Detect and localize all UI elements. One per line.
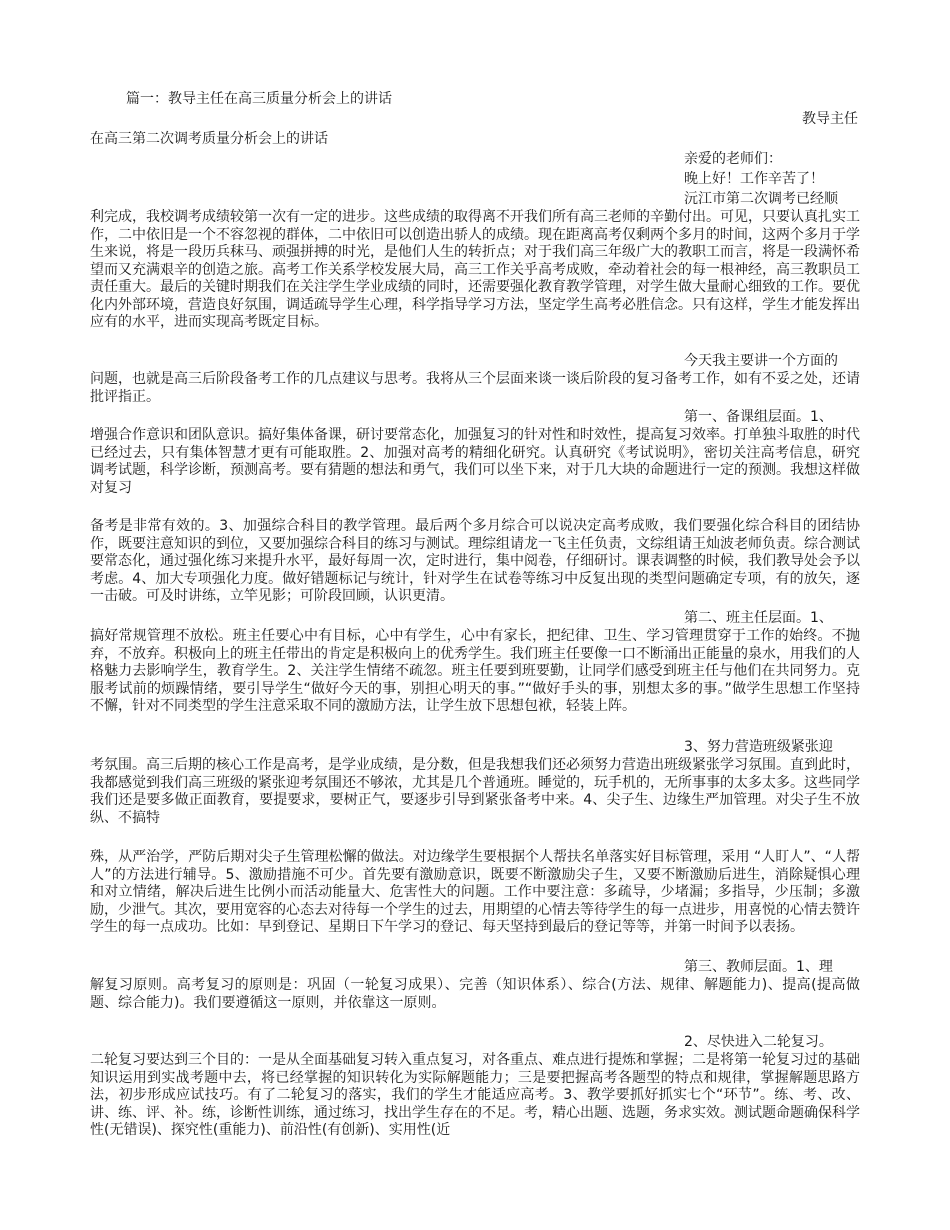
salutation: 亲爱的老师们： <box>684 151 782 167</box>
greeting: 晚上好！工作辛苦了！ <box>684 171 824 187</box>
paragraph: 解复习原则。高考复习的原则是：巩固（一轮复习成果）、完善（知识体系）、综合(方法、规律、解题能力)、提高(提高做题、综合能力)。我们要遵循这一原则，并依靠这一原则。 <box>90 977 860 1011</box>
paragraph: 搞好常规管理不放松。班主任要心中有目标，心中有学生，心中有家长，把纪律、卫生、学习管理贯穿于工作的始终。不抛弃，不放弃。积极向上的班主任带出的肯定是积极向上的优秀学生。我们班主任要像一口不断涌出正能量的泉水，用我们的人格魅力去影响学生，教育学生。2、关注学生情绪不疏忽。班主任要到班要勤，让同学们感受到班主任与他们在共同努力。克服考试前的烦躁情绪，要引导学生“做好今天的事，别担心明天的事。”“做好手头的事，别想太多的事。”做学生思想工作坚持不懈，针对不同类型的学生注意采取不同的激励方法，让学生放下思想包袱，轻装上阵。 <box>90 628 860 714</box>
paragraph: 考氛围。高三后期的核心工作是高考，是学业成绩，是分数，但是我想我们还必须努力营造出班级紧张学习氛围。直到此时，我都感觉到我们高三班级的紧张迎考氛围还不够浓，尤其是几个普通班。睡觉的，玩手机的，无所事事的太多太多。这些同学我们还是要多做正面教育，要提要求，要树正气，要逐步引导到紧张备考中来。4、尖子生、边缘生严加管理。对尖子生不放纵、不搞特 <box>90 757 860 826</box>
speech-subtitle: 在高三第二次调考质量分析会上的讲话 <box>90 131 328 147</box>
paragraph-lead: 3、努力营造班级紧张迎 <box>684 739 833 755</box>
paragraph-lead: 2、尽快进入二轮复习。 <box>684 1034 833 1050</box>
section-heading: 第一、备课组层面。1、 <box>684 409 833 425</box>
paragraph: 利完成，我校调考成绩较第一次有一定的进步。这些成绩的取得离不开我们所有高三老师的辛勤付出。可见，只要认真扎实工作，二中依旧是一个不容忽视的群体，二中依旧可以创造出骄人的成绩。现在距离高考仅剩两个多月的时间，这两个多月于学生来说，将是一段历兵秣马、顽强拼搏的时光，是他们人生的转折点；对于我们高三年级广大的教职工而言，将是一段满怀希望而又充满艰辛的创造之旅。高考工作关系学校发展大局，高三工作关乎高考成败，牵动着社会的每一根神经，高三教职员工责任重大。最后的关键时期我们在关注学生学业成绩的同时，还需要强化教育教学管理，对学生做大量耐心细致的工作。要优化内外部环境，营造良好氛围，调适疏导学生心理，科学指导学习方法，坚定学生高考必胜信念。只有这样，学生才能发挥出应有的水平，进而实现高考既定目标。 <box>90 209 860 330</box>
paragraph: 殊，从严治学，严防后期对尖子生管理松懈的做法。对边缘学生要根据个人帮扶名单落实好目标管理，采用 “人盯人”、“人帮人”的方法进行辅导。5、激励措施不可少。首先要有激励意识，既要不断激励尖子生，又要不断激励后进生，消除疑惧心理和对立情绪，解决后进生比例小而活动能量大、危害性大的问题。工作中要注意：多疏导，少堵漏；多指导，少压制；多激励，少泄气。其次，要用宽容的心态去对待每一个学生的过去，用期望的心情去等待学生的每一点进步，用喜悦的心情去赞许学生的每一点成功。比如：早到登记、星期日下午学习的登记、每天坚持到最后的登记等等，并第一时间予以表扬。 <box>90 849 860 935</box>
paragraph-lead: 今天我主要讲一个方面的 <box>684 353 838 369</box>
section-heading: 第三、教师层面。1、理 <box>684 959 833 975</box>
paragraph: 问题，也就是高三后阶段备考工作的几点建议与思考。我将从三个层面来谈一谈后阶段的复习备考工作，如有不妥之处，还请批评指正。 <box>90 371 860 405</box>
paragraph: 二轮复习要达到三个目的：一是从全面基础复习转入重点复习，对各重点、难点进行提炼和掌握；二是将第一轮复习过的基础知识运用到实战考题中去，将已经掌握的知识转化为实际解题能力；三是要把握高考各题型的特点和规律，掌握解题思路方法，初步形成应试技巧。有了二轮复习的落实，我们的学生才能适应高考。3、教学要抓好抓实七个“环节”。练、考、改、讲、练、评、补。练，诊断性训练，通过练习，找出学生存在的不足。考，精心出题、选题，务求实效。测试题命题确保科学性(无错误)、探究性(重能力)、前沿性(有创新)、实用性(近 <box>90 1052 860 1138</box>
paragraph-lead: 沅江市第二次调考已经顺 <box>684 191 838 207</box>
paragraph: 备考是非常有效的。3、加强综合科目的教学管理。最后两个多月综合可以说决定高考成败，我们要强化综合科目的团结协作，既要注意知识的到位，又要加强综合科目的练习与测试。理综组请龙一飞主任负责，文综组请王灿波老师负责。综合测试要常态化，通过强化练习来提升水平，最好每周一次，定时进行，集中阅卷，仔细研讨。课表调整的时候，我们教导处会予以考虑。4、加大专项强化力度。做好错题标记与统计，针对学生在试卷等练习中反复出现的类型问题确定专项，有的放矢，逐一击破。可及时讲练，立竿见影；可阶段回顾，认识更清。 <box>90 518 860 604</box>
paragraph: 增强合作意识和团队意识。搞好集体备课，研讨要常态化，加强复习的针对性和时效性，提高复习效率。打单独斗取胜的时代已经过去，只有集体智慧才更有可能取胜。2、加强对高考的精细化研究。认真研究《考试说明》，密切关注高考信息，研究调考试题，科学诊断，预测高考。要有猜题的想法和勇气，我们可以坐下来，对于几大块的命题进行一定的预测。我想这样做对复习 <box>90 427 860 496</box>
author-line: 教导主任 <box>802 111 858 127</box>
section-heading: 第二、班主任层面。1、 <box>684 610 833 626</box>
document-title: 篇一：教导主任在高三质量分析会上的讲话 <box>126 91 392 107</box>
